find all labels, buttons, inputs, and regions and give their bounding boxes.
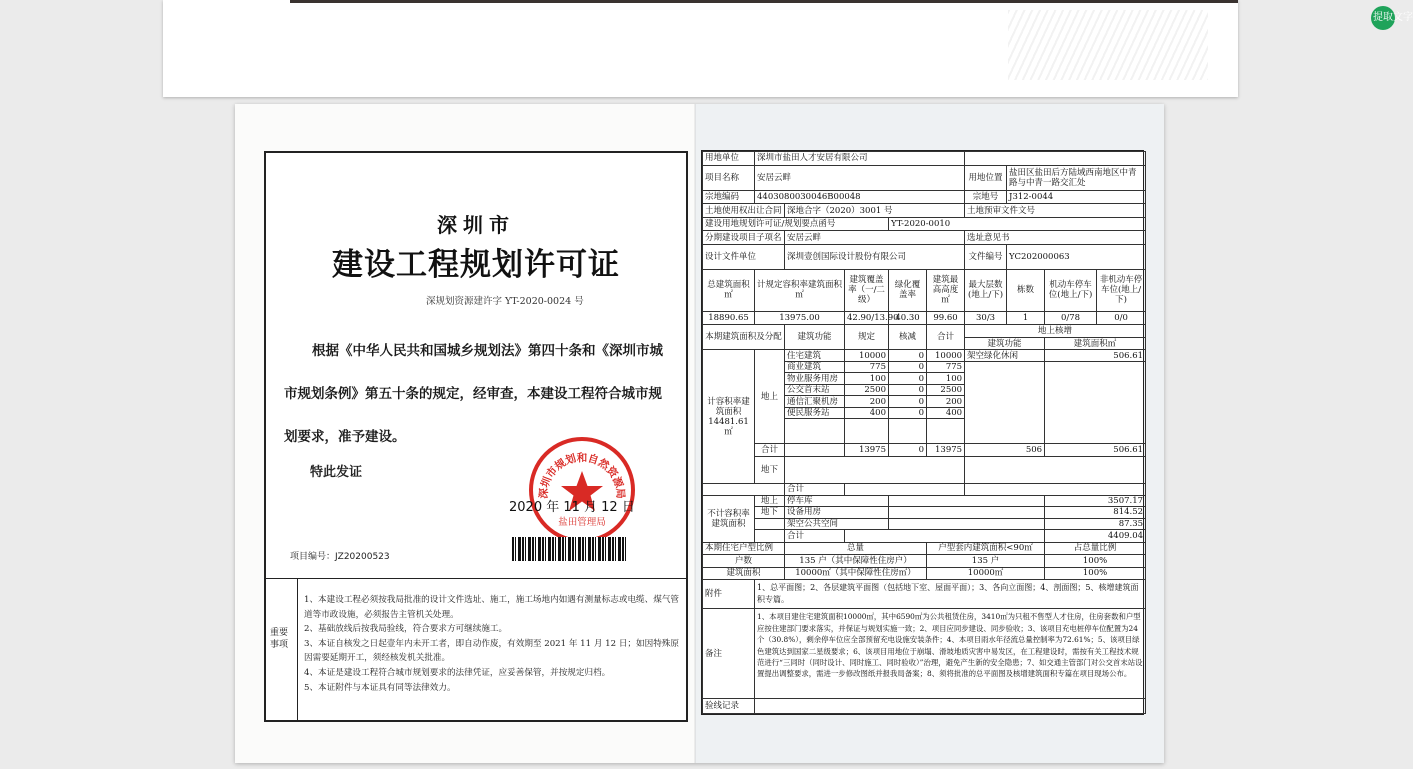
row-planned: 100: [845, 373, 889, 384]
notes-label: 重要事项: [266, 579, 298, 721]
metric-value: 18890.65: [703, 311, 755, 325]
barcode-icon: [512, 537, 628, 561]
metric-header: 机动车停车位(地上/下): [1045, 270, 1097, 312]
label-applicant: 用地单位: [703, 152, 755, 166]
issue-date: 2020 年 11 月 12 日: [509, 500, 635, 515]
value-applicant: 深圳市盐田人才安居有限公司: [755, 152, 965, 166]
attachment-text: 1、总平面图；2、各层建筑平面图（包括地下室、屋面平面）；3、各向立面图；4、剖面图；5、核增建筑面积专篇。: [755, 580, 1146, 609]
metric-value: 0/0: [1097, 311, 1146, 325]
label-opinion: 选址意见书: [965, 231, 1146, 245]
metric-header: 绿化覆盖率: [889, 270, 927, 312]
row-name: 通信汇聚机房: [785, 396, 845, 407]
row-name: [785, 444, 845, 457]
previous-page: [163, 0, 1238, 97]
seal-subtext: 盐田管理局: [558, 517, 606, 528]
row-total: 100: [927, 373, 965, 384]
label-plan-permit: 建设用地规划许可证/规划要点函号: [703, 217, 889, 231]
value-plan-permit: YT-2020-0010: [889, 217, 1146, 231]
nonfar-name: 架空公共空间: [785, 518, 889, 529]
project-number: 项目编号：JZ20200523: [290, 552, 390, 562]
row-planned: 775: [845, 361, 889, 372]
sum-total: 13975: [927, 444, 965, 457]
header-total-count: 总量: [785, 542, 927, 555]
note-item: 3、本证自核发之日起壹年内未开工者，即自动作废，有效期至 2021 年 11 月 12 日；如因特殊原因需要延期开工，须经核发机关批准。: [304, 638, 679, 664]
row-name: 便民服务站: [785, 407, 845, 418]
header-building: 建筑功能: [785, 325, 845, 350]
row-total: 2500: [927, 384, 965, 395]
metric-header: 总建筑面积㎡: [703, 270, 755, 312]
metric-header: 计规定容积率建筑面积㎡: [755, 270, 845, 312]
value-code: 4403080030046B00048: [755, 190, 965, 204]
row-total: 400: [927, 407, 965, 418]
label-nonfar-below: 地下: [755, 507, 785, 518]
nonfar-name: 设备用房: [785, 507, 889, 518]
metric-header: 栋数: [1007, 270, 1045, 312]
label-total: 合计: [785, 530, 845, 543]
nonfar-name: 停车库: [785, 495, 889, 506]
label-parcel: 宗地号: [965, 190, 1007, 204]
label-far-area: 计容积率建筑面积14481.61㎡: [703, 350, 755, 484]
row-nuclear: 0: [889, 350, 927, 361]
metric-header: 建筑覆盖率（一/二级）: [845, 270, 889, 312]
certificate-title: 建设工程规划许可证: [332, 247, 620, 283]
metric-header: 非机动车停车位(地上/下): [1097, 270, 1146, 312]
label-remark: 备注: [703, 609, 755, 699]
metric-value: 42.90/13.90: [845, 311, 889, 325]
value-parcel: J312-0044: [1007, 190, 1146, 204]
nonfar-area: 87.35: [1045, 518, 1146, 529]
sum-nuclear: 0: [889, 444, 927, 457]
value-project: 安居云畔: [755, 165, 965, 190]
sum-planned: 13975: [845, 444, 889, 457]
sum-increase: 506: [965, 444, 1045, 457]
nonfar-area: 814.52: [1045, 507, 1146, 518]
label-period-area: 本期建筑面积及分配: [703, 325, 785, 350]
label-nonfar-above: 地上: [755, 495, 785, 506]
seal-text: 深圳市规划和自然资源局: [537, 452, 627, 500]
row-total: 10000: [927, 350, 965, 361]
metric-value: 30/3: [965, 311, 1007, 325]
row-total: 200: [927, 396, 965, 407]
sum-increase-area: 506.61: [1045, 444, 1146, 457]
header-above-increase: 地上核增: [965, 325, 1146, 338]
increase-area: 506.61: [1045, 350, 1146, 361]
metric-value: 13975.00: [755, 311, 845, 325]
row-total: 775: [927, 361, 965, 372]
extract-text-button[interactable]: 提取文字: [1371, 6, 1395, 30]
row-planned: 10000: [845, 350, 889, 361]
label-below: 地下: [755, 456, 785, 483]
metric-value: 40.30: [889, 311, 927, 325]
value-file-no: YC202000063: [1007, 244, 1146, 269]
row-name: 物业服务用房: [785, 373, 845, 384]
label-pre-doc: 土地预审文件文号: [965, 204, 1146, 218]
label-code: 宗地编码: [703, 190, 755, 204]
certificate-body: 根据《中华人民共和国城乡规划法》第四十条和《深圳市城市规划条例》第五十条的规定，经审查，本建设工程符合城市规划要求，准予建设。: [284, 343, 663, 445]
row-planned: 200: [845, 396, 889, 407]
nonfar-area: 3507.17: [1045, 495, 1146, 506]
nonfar-total: 4409.04: [1045, 530, 1146, 543]
label-households: 户数: [703, 555, 785, 568]
households-ratio: 100%: [1045, 555, 1146, 568]
note-item: 2、基础放线后按我局验线，符合要求方可继续施工。: [304, 624, 508, 635]
metric-value: 99.60: [927, 311, 965, 325]
permit-details-table: [701, 150, 1144, 715]
label-record: 验线记录: [703, 699, 755, 714]
label-floor-area: 建筑面积: [703, 567, 785, 580]
label-phase: 分期建设项目子项名: [703, 231, 785, 245]
label-contract: 土地使用权出让合同: [703, 204, 785, 218]
floor-area-total: 10000㎡（其中保障性住房㎡）: [785, 567, 927, 580]
note-item: 4、本证是建设工程符合城市规划要求的法律凭证，应妥善保管，并按规定归档。: [304, 667, 611, 678]
row-name: 商业建筑: [785, 361, 845, 372]
header-ratio: 占总量比例: [1045, 542, 1146, 555]
header-total: 合计: [927, 325, 965, 350]
permit-certificate: [264, 151, 688, 722]
header-area: 建筑面积㎡: [1045, 337, 1146, 350]
previous-page-stamp-trace: [1008, 10, 1208, 80]
metric-value: 1: [1007, 311, 1045, 325]
metric-header: 建筑最高高度㎡: [927, 270, 965, 312]
header-function: 建筑功能: [965, 337, 1045, 350]
row-nuclear: 0: [889, 373, 927, 384]
label-file-no: 文件编号: [965, 244, 1007, 269]
metric-value: 0/78: [1045, 311, 1097, 325]
row-name: 公交首末站: [785, 384, 845, 395]
label-total: 合计: [755, 444, 785, 457]
label-project: 项目名称: [703, 165, 755, 190]
label-above: 地上: [755, 350, 785, 444]
seal-graphic: [533, 441, 631, 539]
floor-area-ratio: 100%: [1045, 567, 1146, 580]
previous-page-scan-edge: [290, 0, 1238, 3]
row-nuclear: 0: [889, 396, 927, 407]
note-item: 1、本建设工程必须按我局批准的设计文件选址、施工，施工场地内如遇有测量标志或电缆、煤气管道等市政设施，必须报告主管机关处理。: [304, 595, 680, 620]
label-total: 合计: [785, 484, 845, 495]
label-housing: 本期住宅户型比例: [703, 542, 785, 555]
metric-header: 最大层数(地上/下): [965, 270, 1007, 312]
row-nuclear: 0: [889, 407, 927, 418]
label-nonfar: 不计容积率建筑面积: [703, 495, 755, 542]
label-location: 用地位置: [965, 165, 1007, 190]
value-design-unit: 深圳壹创国际设计股份有限公司: [785, 244, 965, 269]
page-fold-line: [694, 104, 696, 763]
official-seal: [529, 437, 635, 543]
floor-area-under-90: 10000㎡: [927, 567, 1045, 580]
certificate-city: 深圳市: [437, 213, 515, 237]
increase-function: 架空绿化休闲: [965, 350, 1045, 361]
households-total: 135 户（其中保障性住房户）: [785, 555, 927, 568]
remark-text: 1、本项目建住宅建筑面积10000㎡，其中6590㎡为公共租赁住房，3410㎡为只租不售型人才住房，住房套数和户型应按住建部门要求落实，并保证与规划实施一致；2、项目应同步建设、同步验收；3、该项目充电桩停车位配置为24个（30.8%），剩余停车位应全部预留充电设施安装条件；4、本项目雨水年径流总量控制率为72.61%；5、该项目绿色建筑达到国家二星级要求；6、该项目用地位于崩塌、滑坡地质灾害中易发区，在工程建设时，需按有关工程技术规范进行“三同时（同时设计、同时施工、同时验收）”治理，避免产生新的安全隐患；7、如交通主管部门对公交首末站设置提出调整要求，需进一步修改图纸并报我局备案；8、须将批准的总平面图及核增建筑面积专篇在项目现场公布。: [755, 609, 1146, 699]
permit-number: 深规划资源建许字 YT-2020-0024 号: [426, 296, 584, 307]
label-attachment: 附件: [703, 580, 755, 609]
row-nuclear: 0: [889, 384, 927, 395]
header-planned: 规定: [845, 325, 889, 350]
note-item: 5、本证附件与本证具有同等法律效力。: [304, 682, 456, 693]
row-planned: 2500: [845, 384, 889, 395]
notes-list: [304, 593, 684, 695]
scanned-permit-page: [235, 104, 1164, 763]
row-nuclear: 0: [889, 361, 927, 372]
label-design-unit: 设计文件单位: [703, 244, 785, 269]
header-nuclear: 核减: [889, 325, 927, 350]
row-name: 住宅建筑: [785, 350, 845, 361]
row-planned: 400: [845, 407, 889, 418]
header-under-90: 户型套内建筑面积<90㎡: [927, 542, 1045, 555]
value-phase: 安居云畔: [785, 231, 965, 245]
value-contract: 深地合字（2020）3001 号: [785, 204, 965, 218]
certificate-signature: 特此发证: [310, 465, 363, 480]
households-under-90: 135 户: [927, 555, 1045, 568]
important-notes: [266, 578, 686, 722]
value-location: 盐田区盐田后方陆域西南地区中青路与中青一路交汇处: [1007, 165, 1146, 190]
